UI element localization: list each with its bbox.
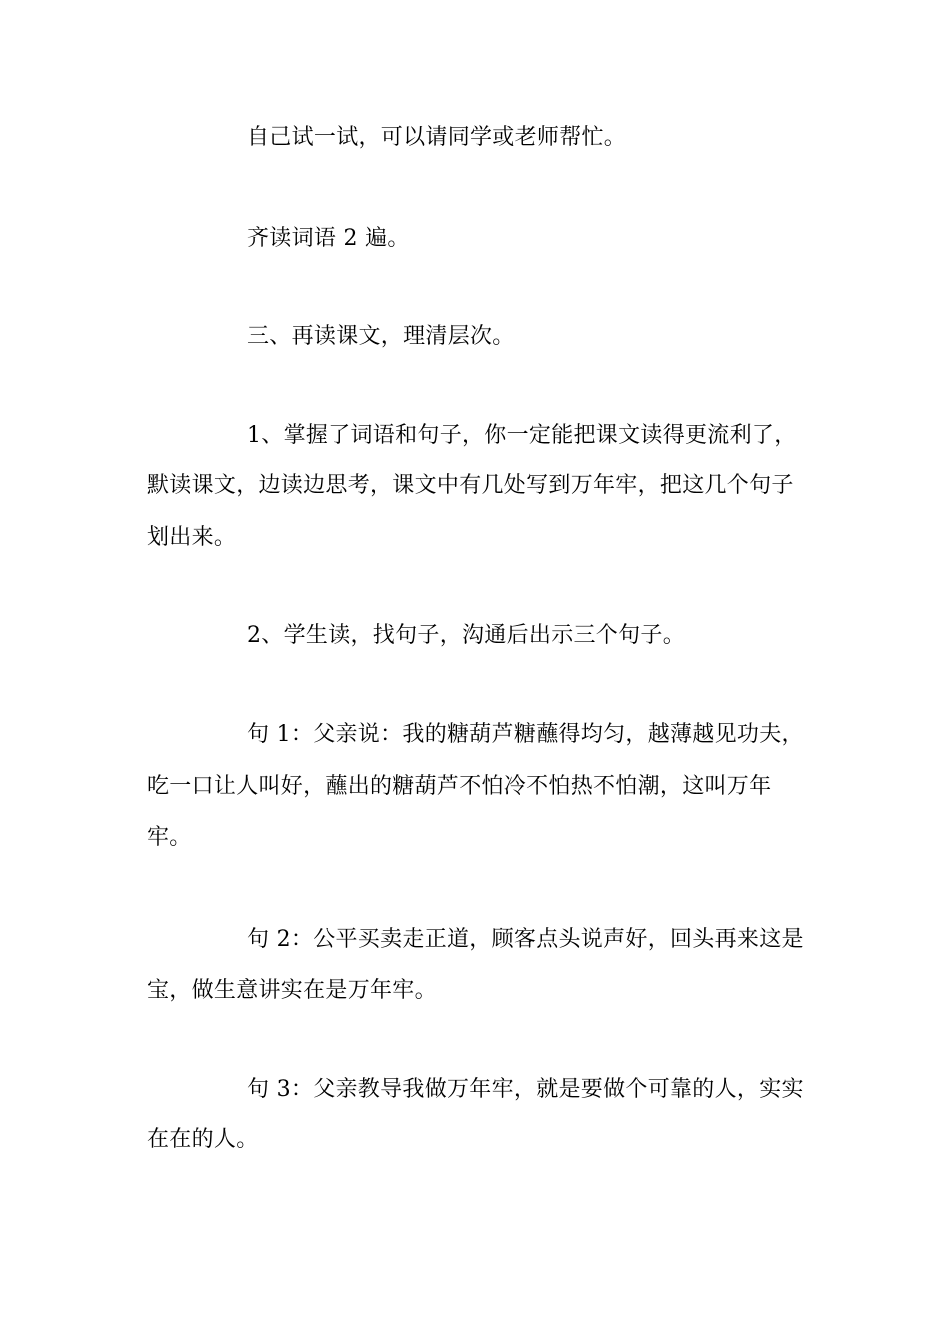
sentence-1-line-3: 牢。 bbox=[147, 825, 192, 850]
paragraph-2: 2、学生读，找句子，沟通后出示三个句子。 bbox=[247, 623, 685, 648]
sentence-2-line-2: 宝，做生意讲实在是万年牢。 bbox=[147, 978, 437, 1003]
paragraph-1-line-3: 划出来。 bbox=[147, 525, 237, 550]
paragraph-read-words: 齐读词语 2 遍。 bbox=[247, 226, 410, 251]
section-heading-reread: 三、再读课文，理清层次。 bbox=[247, 324, 515, 349]
sentence-1-line-1: 句 1：父亲说：我的糖葫芦糖蘸得均匀，越薄越见功夫， bbox=[247, 722, 804, 747]
sentence-2-line-1: 句 2：公平买卖走正道，顾客点头说声好，回头再来这是 bbox=[247, 927, 804, 952]
sentence-3-line-2: 在在的人。 bbox=[147, 1127, 259, 1152]
sentence-3-line-1: 句 3：父亲教导我做万年牢，就是要做个可靠的人，实实 bbox=[247, 1077, 804, 1102]
paragraph-1-line-1: 1、掌握了词语和句子，你一定能把课文读得更流利了， bbox=[247, 423, 797, 448]
sentence-1-line-2: 吃一口让人叫好，蘸出的糖葫芦不怕冷不怕热不怕潮，这叫万年 bbox=[147, 774, 772, 799]
paragraph-1-line-2: 默读课文，边读边思考，课文中有几处写到万年牢，把这几个句子 bbox=[147, 473, 794, 498]
paragraph-try-yourself: 自己试一试，可以请同学或老师帮忙。 bbox=[247, 125, 627, 150]
